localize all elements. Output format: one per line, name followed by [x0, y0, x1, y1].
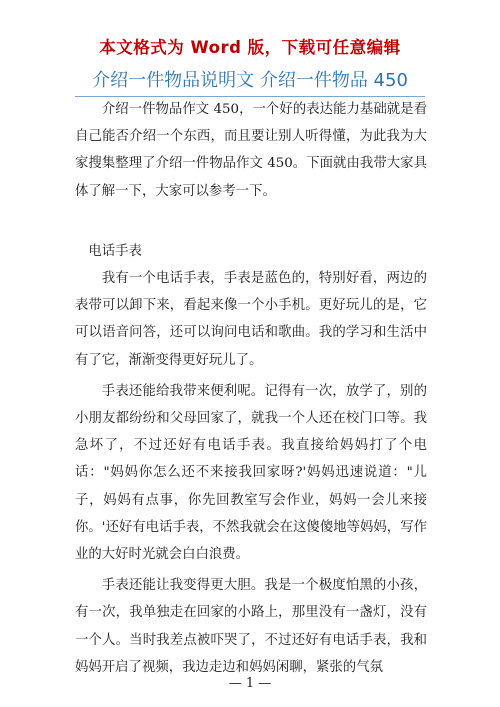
body-paragraph: 我有一个电话手表，手表是蓝色的，特别好看，两边的表带可以卸下来，看起来像一个小手机。更好玩儿的是，它可以语音问答，还可以询问电话和歌曲。我的学习和生活中有了它，渐渐变得更好玩儿了。 — [75, 271, 427, 368]
intro-paragraph: 介绍一件物品作文 450，一个好的表达能力基础就是看自己能否介绍一个东西，而且要让别人听得懂，为此我为大家搜集整理了介绍一件物品作文 450。下面就由我带大家具体了解一下，大家可以参考一下。 — [75, 102, 427, 199]
section-heading: 电话手表 — [88, 243, 142, 259]
body-paragraph: 手表还能让我变得更大胆。我是一个极度怕黑的小孩，有一次，我单独走在回家的小路上，那里没有一盏灯，没有一个人。当时我差点被吓哭了，不过还好有电话手表，我和妈妈开启了视频，我边走边和妈妈闲聊，紧张的气氛 — [75, 578, 427, 675]
paragraph-spacer — [75, 205, 427, 232]
document-title: 介绍一件物品说明文 介绍一件物品 450 — [92, 70, 408, 91]
page-number: — 1 — — [228, 676, 272, 691]
body-paragraph: 手表还能给我带来便利呢。记得有一次，放学了，别的小朋友都纷纷和父母回家了，就我一个人还在校门口等。我急坏了，不过还好有电话手表。我直接给妈妈打了个电话："妈妈你怎么还不来接我回家呀?'妈妈迅速说道："儿子，妈妈有点事，你先回教室写会作业，妈妈一会儿来接你。'还好有电话手表，不然我就会在这傻傻地等妈妈，写作业的大好时光就会白白浪费。 — [75, 383, 427, 563]
download-banner: 本文格式为 Word 版，下载可任意编辑 — [99, 38, 401, 57]
document-body — [75, 96, 427, 681]
